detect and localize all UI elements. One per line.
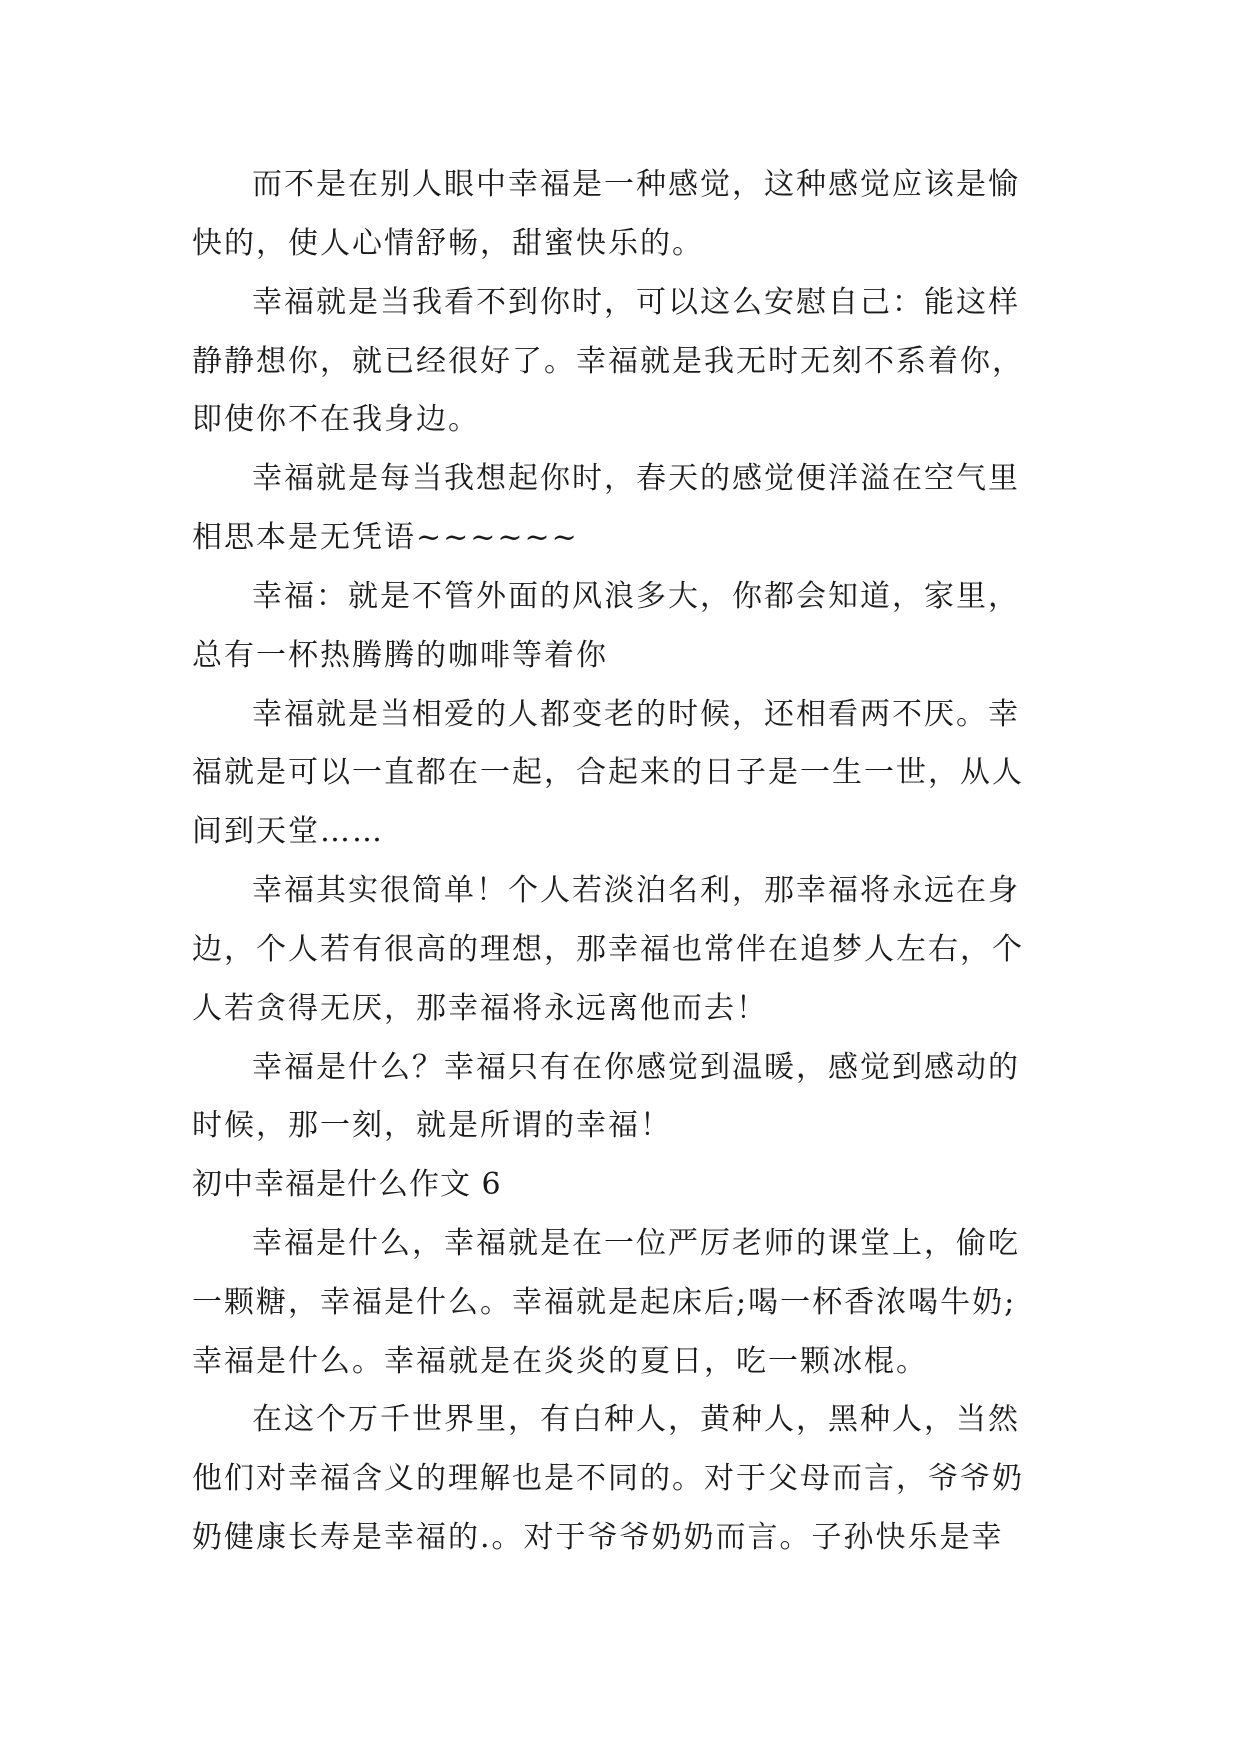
- paragraph-line: 幸福就是当我看不到你时，可以这么安慰自己：能这样: [252, 285, 1020, 320]
- paragraph-line: 幸福是什么，幸福就是在一位严厉老师的课堂上，偷吃: [252, 1226, 1020, 1261]
- paragraph-line: 总有一杯热腾腾的咖啡等着你: [192, 638, 608, 673]
- paragraph-line: 在这个万千世界里，有白种人，黄种人，黑种人，当然: [252, 1402, 1020, 1437]
- paragraph-line: 静静想你，就已经很好了。幸福就是我无时无刻不系着你，: [192, 344, 1024, 379]
- paragraph-line: 幸福就是当相爱的人都变老的时候，还相看两不厌。幸: [252, 697, 1020, 732]
- paragraph-line: 幸福是什么？幸福只有在你感觉到温暖，感觉到感动的: [252, 1050, 1020, 1085]
- paragraph-line: 奶健康长寿是幸福的.。对于爷爷奶奶而言。子孙快乐是幸: [192, 1520, 1004, 1555]
- paragraph-line: 相思本是无凭语~~~~~~: [192, 520, 579, 555]
- paragraph-line: 人若贪得无厌，那幸福将永远离他而去！: [192, 991, 768, 1026]
- paragraph-line: 而不是在别人眼中幸福是一种感觉，这种感觉应该是愉: [252, 167, 1020, 202]
- paragraph-line: 一颗糖，幸福是什么。幸福就是起床后;喝一杯香浓喝牛奶;: [192, 1285, 1017, 1320]
- paragraph-line: 幸福是什么。幸福就是在炎炎的夏日，吃一颗冰棍。: [192, 1344, 928, 1379]
- paragraph-line: 即使你不在我身边。: [192, 402, 480, 437]
- paragraph-line: 边，个人若有很高的理想，那幸福也常伴在追梦人左右，个: [192, 932, 1024, 967]
- paragraph-line: 间到天堂……: [192, 814, 384, 849]
- paragraph-line: 幸福：就是不管外面的风浪多大，你都会知道，家里，: [252, 579, 1020, 614]
- paragraph-line: 快的，使人心情舒畅，甜蜜快乐的。: [192, 226, 704, 261]
- paragraph-line: 幸福其实很简单！个人若淡泊名利，那幸福将永远在身: [252, 873, 1020, 908]
- section-heading: 初中幸福是什么作文 6: [192, 1167, 502, 1202]
- paragraph-line: 幸福就是每当我想起你时，春天的感觉便洋溢在空气里: [252, 461, 1020, 496]
- paragraph-line: 时候，那一刻，就是所谓的幸福！: [192, 1108, 672, 1143]
- paragraph-line: 福就是可以一直都在一起，合起来的日子是一生一世，从人: [192, 755, 1024, 790]
- paragraph-line: 他们对幸福含义的理解也是不同的。对于父母而言，爷爷奶: [192, 1461, 1024, 1496]
